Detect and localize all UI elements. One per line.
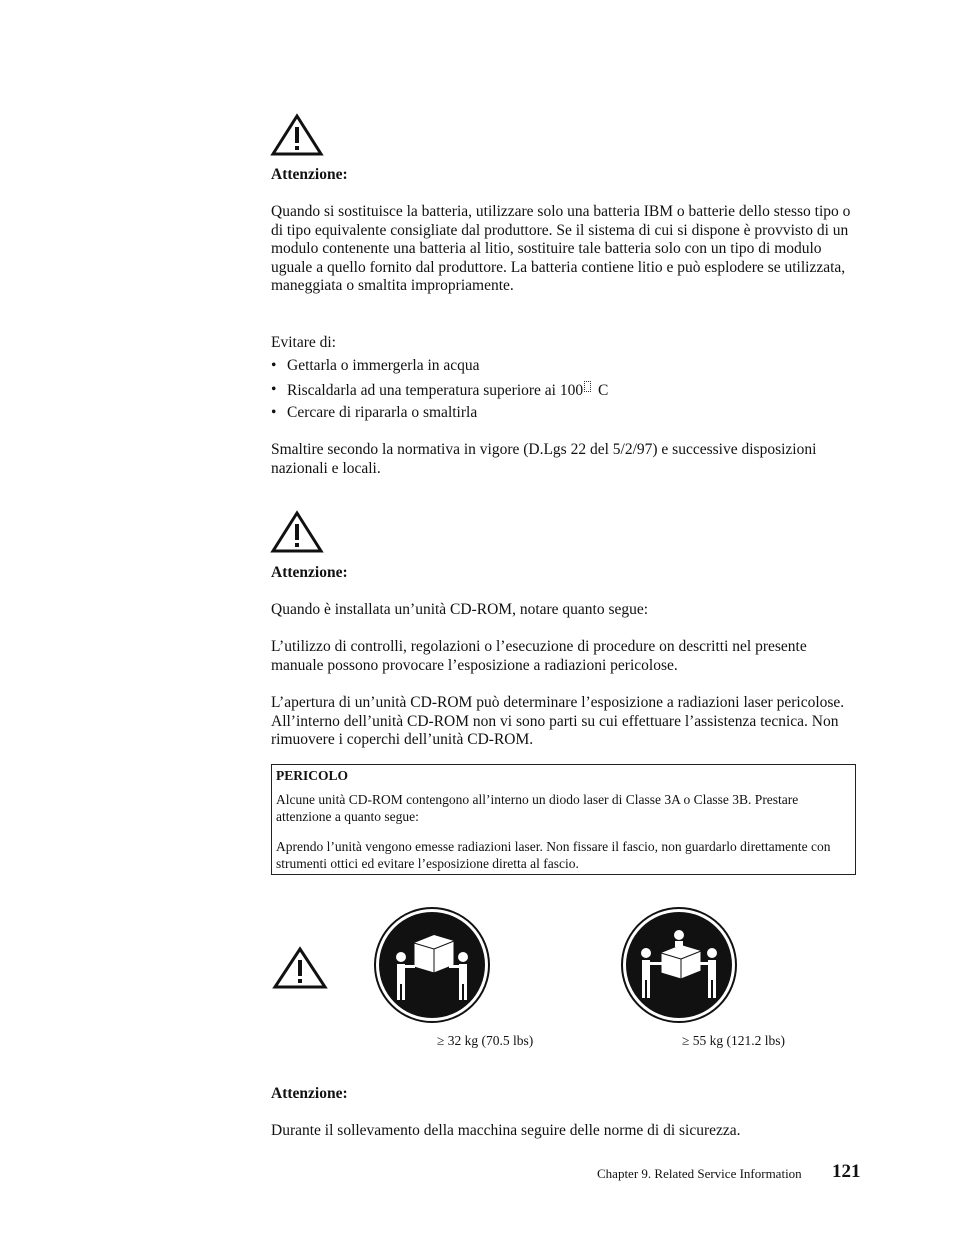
avoid-list	[271, 357, 861, 428]
two-person-lift-icon	[374, 907, 490, 1023]
two-person-weight-label: ≥ 32 kg (70.5 lbs)	[437, 1033, 534, 1048]
section2-heading: Attenzione:	[271, 564, 348, 581]
warning-icon-1	[270, 113, 324, 157]
danger-title: PERICOLO	[276, 768, 349, 783]
list-item: • Cercare di ripararla o smaltirla	[271, 404, 861, 428]
footer-chapter: Chapter 9. Related Service Information	[597, 1166, 802, 1181]
danger-text-2: Aprendo l’unità vengono emesse radiazioni laser. Non fissare il fascio, non guardarlo direttamente con strumenti ottici ed evitare l’esposizione diretta al fascio.	[276, 839, 831, 871]
warning-icon-3	[272, 946, 328, 990]
list-item: • Riscaldarla ad una temperatura superiore ai 100 C	[271, 381, 861, 405]
cdrom-intro: Quando è installata un’unità CD-ROM, notare quanto segue:	[271, 601, 649, 618]
degree-glyph	[584, 381, 591, 392]
cdrom-paragraph-2: L’apertura di un’unità CD-ROM può determinare l’esposizione a radiazioni laser pericolose. All’interno dell’unità CD-ROM non vi sono parti su cui effettuare l’assistenza tecnica. Non rimuovere i coperchi dell’unità CD-ROM.	[271, 694, 845, 749]
avoid-intro: Evitare di:	[271, 334, 336, 351]
battery-paragraph: Quando si sostituisce la batteria, utilizzare solo una batteria IBM o batterie dello stesso tipo o di tipo equivalente consigliate dal produttore. Se il sistema di cui si dispone è provvisto di un modulo contenente una batteria al litio, sostituire tale batteria solo con un tipo di modulo uguale a quello fornito dal produttore. La batteria contiene litio e può esplodere se utilizzata, maneggiata o smaltita impropriamente.	[271, 203, 851, 295]
lifting-text: Durante il sollevamento della macchina seguire delle norme di di sicurezza.	[271, 1122, 741, 1139]
list-item: • Gettarla o immergerla in acqua	[271, 357, 861, 381]
cdrom-paragraph-1: L’utilizzo di controlli, regolazioni o l’esecuzione di procedure on descritti nel presente manuale possono provocare l’esposizione a radiazioni pericolose.	[271, 638, 807, 674]
three-person-lift-icon	[621, 907, 737, 1023]
section1-heading: Attenzione:	[271, 166, 348, 183]
page-number: 121	[832, 1161, 861, 1182]
section3-heading: Attenzione:	[271, 1085, 348, 1102]
warning-icon-2	[270, 510, 324, 554]
danger-text-1: Alcune unità CD-ROM contengono all’interno un diodo laser di Classe 3A o Classe 3B. Prestare attenzione a quanto segue:	[276, 792, 799, 824]
danger-box	[271, 764, 856, 875]
three-person-weight-label: ≥ 55 kg (121.2 lbs)	[682, 1033, 786, 1048]
disposal-paragraph: Smaltire secondo la normativa in vigore (D.Lgs 22 del 5/2/97) e successive disposizioni nazionali e locali.	[271, 441, 817, 477]
